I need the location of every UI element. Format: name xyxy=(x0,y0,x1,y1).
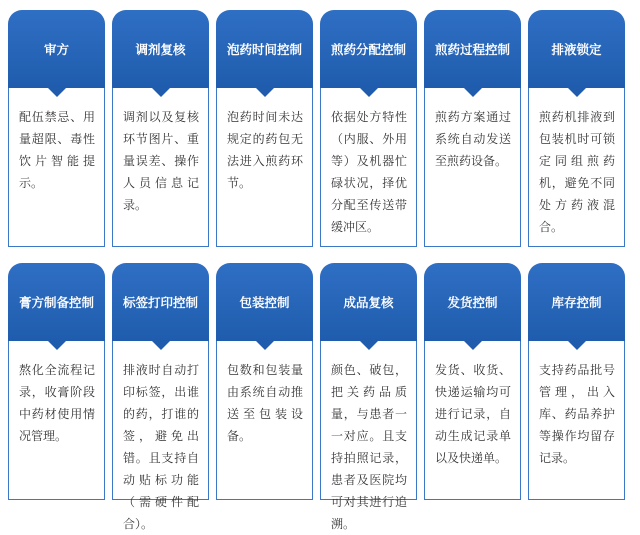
card-drain-lock xyxy=(528,10,625,247)
card-title: 泡药时间控制 xyxy=(216,10,313,88)
card-description: 配伍禁忌、用量超限、毒性饮片智能提示。 xyxy=(8,88,105,247)
card-paste-preparation-control xyxy=(8,263,105,500)
card-soaking-time-control xyxy=(216,10,313,247)
card-decoction-process-control xyxy=(424,10,521,247)
card-label-printing-control xyxy=(112,263,209,531)
card-description: 泡药时间未达规定的药包无法进入煎药环节。 xyxy=(216,88,313,247)
card-description: 依据处方特性（内服、外用等）及机器忙碌状况，择优分配至传送带缓冲区。 xyxy=(320,88,417,247)
card-title: 发货控制 xyxy=(424,263,521,341)
card-title: 排液锁定 xyxy=(528,10,625,88)
card-title: 包装控制 xyxy=(216,263,313,341)
card-packaging-control xyxy=(216,263,313,500)
card-title: 煎药分配控制 xyxy=(320,10,417,88)
card-title: 成品复核 xyxy=(320,263,417,341)
card-finished-product-check xyxy=(320,263,417,531)
card-description: 排液时自动打印标签，出谁的药，打谁的签，避免出错。且支持自动贴标功能（需硬件配合）。 xyxy=(112,341,209,500)
card-description: 煎药方案通过系统自动发送至煎药设备。 xyxy=(424,88,521,247)
card-dispensing-check xyxy=(112,10,209,247)
process-control-grid xyxy=(8,10,632,531)
card-description: 颜色、破包，把关药品质量，与患者一一对应。且支持拍照记录，患者及医院均可对其进行追溯。 xyxy=(320,341,417,500)
card-prescription-review xyxy=(8,10,105,247)
card-description: 包数和包装量由系统自动推送至包装设备。 xyxy=(216,341,313,500)
card-shipping-control xyxy=(424,263,521,500)
card-title: 标签打印控制 xyxy=(112,263,209,341)
card-title: 煎药过程控制 xyxy=(424,10,521,88)
card-description: 支持药品批号管理，出入库、药品养护等操作均留存记录。 xyxy=(528,341,625,500)
card-title: 膏方制备控制 xyxy=(8,263,105,341)
card-description: 发货、收货、快递运输均可进行记录，自动生成记录单以及快递单。 xyxy=(424,341,521,500)
card-decoction-allocation-control xyxy=(320,10,417,247)
card-description: 煎药机排液到包装机时可锁定同组煎药机，避免不同处方药液混合。 xyxy=(528,88,625,247)
card-title: 库存控制 xyxy=(528,263,625,341)
card-description: 调剂以及复核环节图片、重量误差、操作人员信息记录。 xyxy=(112,88,209,247)
card-title: 调剂复核 xyxy=(112,10,209,88)
card-inventory-control xyxy=(528,263,625,500)
card-description: 熬化全流程记录，收膏阶段中药材使用情况管理。 xyxy=(8,341,105,500)
card-title: 审方 xyxy=(8,10,105,88)
